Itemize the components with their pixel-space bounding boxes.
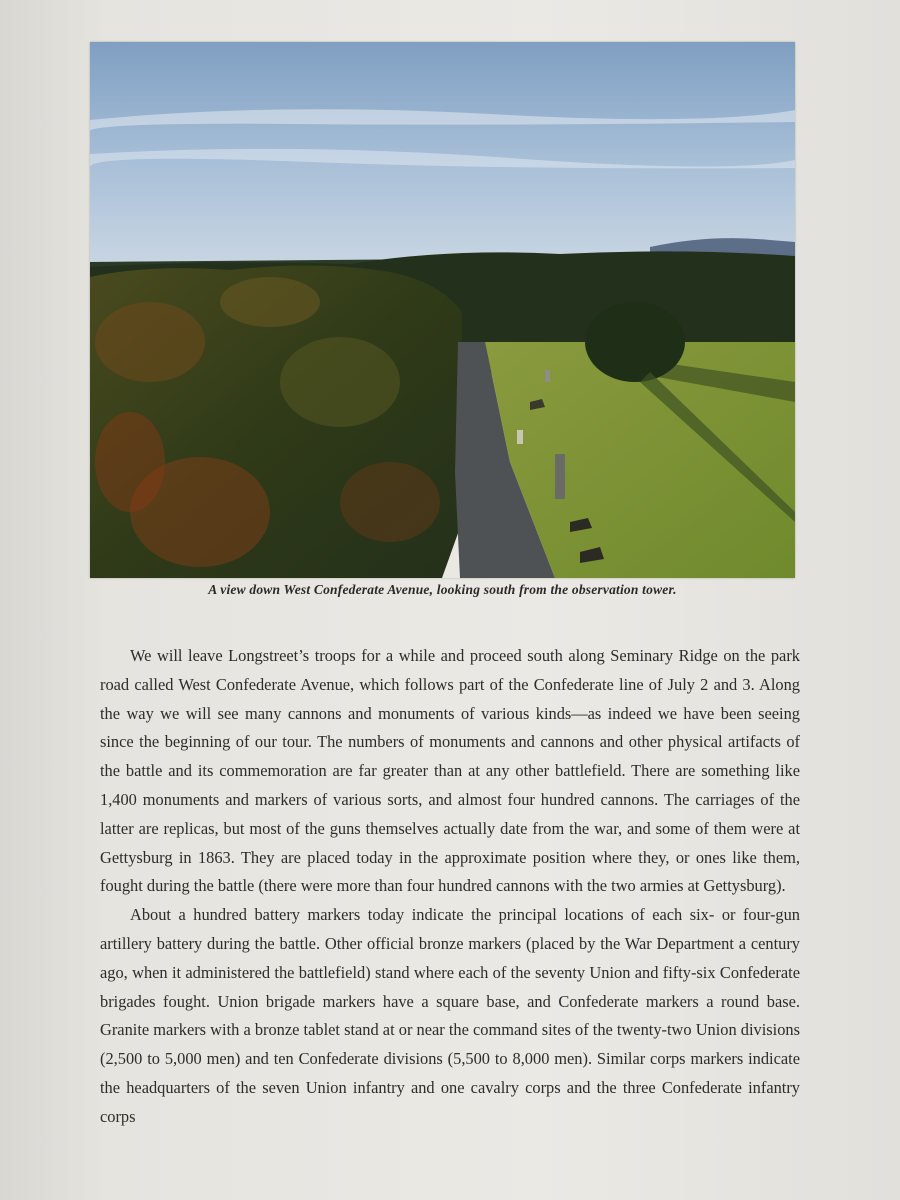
paragraph-2: About a hundred battery markers today indicate the principal locations of each six- or four-gun artillery battery during the battle. Other official bronze markers (placed by the War Department a century ago, when it administered the battlefield) stand where each of the seventy Union and fifty-six Confederate brigades fought. Union brigade markers have a square base, and Confederate markers a round base. Granite markers with a bronze tablet stand at or near the command sites of the twenty-two Union divisions (2,500 to 5,000 men) and ten Confederate divisions (5,500 to 8,000 men). Similar corps markers indicate the headquarters of the seven Union infantry and one cavalry corps and the three Confederate infantry corps (100, 905, 800, 1126)
paragraph-1: We will leave Longstreet’s troops for a while and proceed south along Seminary Ridge on the park road called West Confederate Avenue, which follows part of the Confederate line of July 2 and 3. Along the way we will see many cannons and monuments of various kinds—as indeed we have been seeing since the beginning of our tour. The numbers of monuments and cannons and other physical artifacts of the battle and its commemoration are far greater than at any other battlefield. There are something like 1,400 monuments and markers of various sorts, and almost four hundred cannons. The carriages of the latter are replicas, but most of the guns themselves actually date from the war, and some of them were at Gettysburg in 1863. They are placed today in the approximate position where they, or ones like them, fought during the battle (there were more than four hundred cannons with the two armies at Gettysburg). (100, 646, 800, 896)
photo-caption: A view down West Confederate Avenue, looking south from the observation tower. (208, 582, 677, 597)
body-text (100, 642, 800, 1132)
landscape-photo-icon (90, 42, 795, 578)
landscape-photo (90, 42, 795, 578)
